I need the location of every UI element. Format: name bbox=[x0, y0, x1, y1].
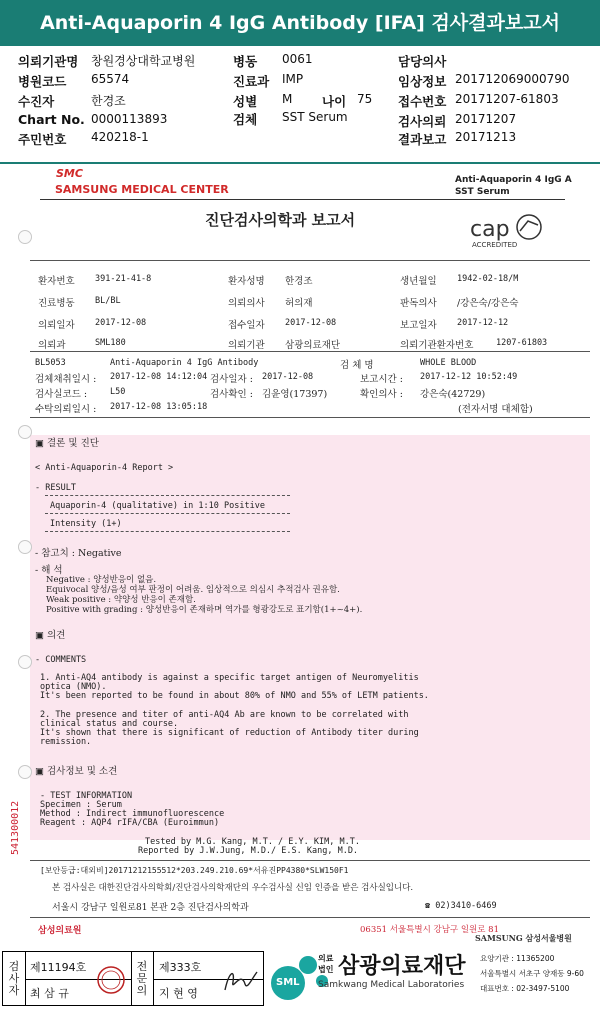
info-value: M bbox=[282, 92, 293, 106]
org-label-2: 법인 bbox=[318, 965, 334, 974]
contact-line: 대표번호 : 02-3497-5100 bbox=[480, 984, 570, 993]
reference-range: - 참고치 : Negative bbox=[35, 548, 122, 559]
smc-logo-mark: SMC bbox=[56, 167, 83, 180]
interp-line: Equivocal 양성/음성 여부 판정이 어려움. 임상적으로 의심시 추적검사 권유함. bbox=[46, 585, 340, 595]
org-name: 삼광의료재단 bbox=[338, 954, 466, 979]
field-value: /강은숙/강은숙 bbox=[457, 298, 519, 309]
info-key: 성별 bbox=[233, 94, 258, 109]
interp-line: Negative : 양성반응이 없음. bbox=[46, 575, 157, 585]
detail-value: 김윤영(17397) bbox=[262, 389, 328, 400]
info-value: IMP bbox=[282, 72, 304, 86]
section-test-info: ▣ 검사정보 및 소견 bbox=[35, 766, 118, 777]
rule bbox=[30, 260, 590, 261]
section-opinion: ▣ 의견 bbox=[35, 630, 66, 641]
specimen-value: WHOLE BLOOD bbox=[420, 358, 477, 368]
comment-line: 2. The presence and titer of anti-AQ4 Ab are known to be correlated with bbox=[40, 710, 409, 720]
org-label-1: 의료 bbox=[318, 954, 334, 963]
examiner-id: 제11194호 bbox=[30, 961, 87, 974]
info-key: 수진자 bbox=[18, 94, 55, 109]
cap-text: cap bbox=[470, 217, 510, 242]
field-key: 의뢰일자 bbox=[38, 320, 75, 331]
info-key: 임상정보 bbox=[398, 74, 447, 89]
field-value: 391-21-41-8 bbox=[95, 274, 152, 284]
field-value: 허의재 bbox=[285, 298, 313, 309]
info-key: 검사의뢰 bbox=[398, 114, 447, 129]
info-value: 창원경상대학교병원 bbox=[91, 54, 196, 68]
punch-hole bbox=[18, 655, 32, 669]
comment-line: 1. Anti-AQ4 antibody is against a specific target antigen of Neuromyelitis bbox=[40, 673, 419, 683]
punch-hole bbox=[18, 425, 32, 439]
detail-key: 검사확인 : bbox=[210, 389, 253, 400]
dashed-rule bbox=[45, 513, 290, 514]
bottom-logo: 삼성의료원 bbox=[38, 926, 82, 936]
rule bbox=[30, 917, 590, 918]
interp-line: Positive with grading : 양성반응이 존재하며 역가를 형광강도로 표기함(1+~4+). bbox=[46, 605, 363, 615]
field-value: 2017-12-08 bbox=[285, 318, 337, 328]
info-value: 0061 bbox=[282, 52, 313, 66]
intensity: Intensity (1+) bbox=[50, 519, 122, 529]
field-value: 삼광의료재단 bbox=[285, 340, 341, 351]
report-heading: < Anti-Aquaporin-4 Report > bbox=[35, 463, 174, 473]
punch-hole bbox=[18, 540, 32, 554]
reported-by: Reported by J.W.Jung, M.D./ E.S. Kang, M.D. bbox=[138, 846, 359, 856]
rule bbox=[30, 860, 590, 861]
field-key: 보고일자 bbox=[400, 320, 437, 331]
punch-hole bbox=[18, 765, 32, 779]
age-key: 나이 bbox=[322, 94, 347, 109]
field-key: 의뢰기관 bbox=[228, 340, 265, 351]
info-key: 결과보고 bbox=[398, 132, 447, 147]
document-title: 진단검사의학과 보고서 bbox=[205, 211, 356, 229]
side-barcode-number: 541300012 bbox=[10, 800, 21, 855]
detail-value: 2017-12-08 bbox=[262, 372, 314, 382]
detail-key: 검사일자 : bbox=[210, 374, 253, 385]
info-key: 진료과 bbox=[233, 74, 270, 89]
info-value: 20171207 bbox=[455, 112, 517, 126]
info-key: 병원코드 bbox=[18, 74, 67, 89]
dashed-rule bbox=[45, 531, 290, 532]
detail-key: 검체채취일시 : bbox=[35, 374, 97, 385]
top-rule bbox=[40, 199, 565, 200]
info-value: 420218-1 bbox=[91, 130, 149, 144]
e-sign-note: (전자서명 대체함) bbox=[458, 404, 533, 415]
info-value: 한경조 bbox=[91, 94, 126, 108]
label-test: Anti-Aquaporin 4 IgG A bbox=[455, 175, 572, 185]
contact-line: 서울특별시 서초구 양재동 9-60 bbox=[480, 969, 584, 978]
info-value: 201712069000790 bbox=[455, 72, 570, 86]
field-value: 한경조 bbox=[285, 276, 313, 287]
detail-value: 2017-12-08 14:12:04 bbox=[110, 372, 208, 382]
info-value: SST Serum bbox=[282, 110, 348, 124]
comment-line: It's been reported to be found in about 80% of NMO and 55% of LETM patients. bbox=[40, 691, 429, 701]
field-value: SML180 bbox=[95, 338, 126, 348]
info-key: 의뢰기관명 bbox=[18, 54, 79, 69]
comment-line: It's shown that there is significant of reduction of Antibody titer during bbox=[40, 728, 419, 738]
cell-divider bbox=[131, 952, 132, 1005]
org-english-name: Samkwang Medical Laboratories bbox=[318, 980, 465, 990]
dashed-rule bbox=[45, 495, 290, 496]
field-key: 생년월일 bbox=[400, 276, 437, 287]
bottom-address: 06351 서울특별시 강남구 일원로 81 bbox=[360, 925, 499, 935]
cap-accredited-logo bbox=[470, 213, 550, 251]
info-value: 65574 bbox=[91, 72, 130, 86]
certified-note: 본 검사실은 대한진단검사의학회/진단검사의학재단의 우수검사실 신임 인증을 받은 검사실입니다. bbox=[52, 883, 414, 893]
test-info-line: Method : Indirect immunofluorescence bbox=[40, 809, 225, 819]
info-value: 0000113893 bbox=[91, 112, 168, 126]
detail-key: 확인의사 : bbox=[360, 389, 403, 400]
test-name: Anti-Aquaporin 4 IgG Antibody bbox=[110, 358, 259, 368]
rule bbox=[30, 417, 590, 418]
comment-line: clinical status and course. bbox=[40, 719, 179, 729]
section-findings: ▣ 결론 및 진단 bbox=[35, 438, 99, 449]
lab-phone: ☎ 02)3410-6469 bbox=[425, 901, 497, 911]
examiner-name: 최 삼 규 bbox=[30, 987, 69, 1000]
samsung-logo: SAMSUNG MEDICAL CENTER bbox=[55, 183, 229, 196]
lab-address: 서울시 강남구 일원로81 본관 2층 진단검사의학과 bbox=[52, 903, 249, 913]
header-divider bbox=[0, 162, 600, 164]
info-key: 주민번호 bbox=[18, 132, 67, 147]
comment-line: optica (NMO). bbox=[40, 682, 107, 692]
patient-info bbox=[0, 46, 600, 164]
field-key: 의뢰과 bbox=[38, 340, 66, 351]
detail-value: 강은숙(42729) bbox=[420, 389, 486, 400]
field-value: 2017-12-08 bbox=[95, 318, 147, 328]
info-key: 검체 bbox=[233, 112, 258, 127]
field-key: 환자성명 bbox=[228, 276, 265, 287]
test-info-line: Reagent : AQP4 rIFA/CBA (Euroimmun) bbox=[40, 818, 220, 828]
samsung-hospital-logo: SAMSUNG 삼성서울병원 bbox=[475, 933, 572, 943]
label-specialist: 전문의 bbox=[136, 960, 148, 997]
specialist-name: 지 현 영 bbox=[159, 987, 198, 1000]
tested-by: Tested by M.G. Kang, M.T. / E.Y. KIM, M.T. bbox=[145, 837, 360, 847]
label-examiner: 검사자 bbox=[8, 960, 20, 997]
info-key: Chart No. bbox=[18, 112, 85, 127]
field-value: 2017-12-12 bbox=[457, 318, 509, 328]
specialist-id: 제333호 bbox=[159, 961, 202, 974]
interpretation-heading: - 해 석 bbox=[35, 565, 63, 576]
label-specimen: SST Serum bbox=[455, 187, 510, 197]
field-key: 접수일자 bbox=[228, 320, 265, 331]
comment-line: remission. bbox=[40, 737, 92, 747]
rule bbox=[30, 351, 590, 352]
signature-box bbox=[2, 951, 264, 1006]
specialist-signature-icon bbox=[221, 962, 261, 998]
field-key: 판독의사 bbox=[400, 298, 437, 309]
report-title: Anti-Aquaporin 4 IgG Antibody [IFA] 검사결과보고서 bbox=[0, 0, 600, 46]
field-value: 1942-02-18/M bbox=[457, 274, 519, 284]
field-key: 환자번호 bbox=[38, 276, 75, 287]
specimen-key: 검 체 명 bbox=[340, 360, 374, 371]
info-key: 접수번호 bbox=[398, 94, 447, 109]
detail-value: 2017-12-12 10:52:49 bbox=[420, 372, 518, 382]
interp-line: Weak positive : 약양성 반응이 존재함. bbox=[46, 595, 196, 605]
detail-value: 2017-12-08 13:05:18 bbox=[110, 402, 208, 412]
test-info-line: Specimen : Serum bbox=[40, 800, 122, 810]
result-heading: - RESULT bbox=[35, 483, 76, 493]
field-key: 의뢰의사 bbox=[228, 298, 265, 309]
detail-key: 수탁의뢰일시 : bbox=[35, 404, 97, 415]
info-key: 병동 bbox=[233, 54, 258, 69]
cap-sub-text: ACCREDITED bbox=[472, 241, 518, 249]
scanned-report bbox=[0, 165, 600, 945]
field-key: 진료병동 bbox=[38, 298, 75, 309]
info-key: 담당의사 bbox=[398, 54, 447, 69]
result-row: Aquaporin-4 (qualitative) in 1:10 Positive bbox=[50, 501, 265, 511]
detail-value: L50 bbox=[110, 387, 126, 397]
punch-hole bbox=[18, 230, 32, 244]
sml-text: SML bbox=[276, 977, 300, 988]
contact-line: 요양기관 : 11365200 bbox=[480, 954, 555, 963]
age-value: 75 bbox=[357, 92, 373, 106]
field-value: 1207-61803 bbox=[496, 338, 548, 348]
footer bbox=[0, 945, 600, 1010]
field-key: 의뢰기관환자번호 bbox=[400, 340, 474, 351]
test-info-line: - TEST INFORMATION bbox=[40, 791, 133, 801]
cap-seal-icon bbox=[514, 213, 544, 241]
info-value: 20171207-61803 bbox=[455, 92, 559, 106]
test-code: BL5053 bbox=[35, 358, 66, 368]
examiner-seal-icon bbox=[95, 958, 127, 1002]
detail-key: 검사실코드 : bbox=[35, 389, 88, 400]
security-line: [보안등급:대외비]20171212155512*203.249.210.69*서유진PP4380*SLW150F1 bbox=[40, 866, 349, 875]
detail-key: 보고시간 : bbox=[360, 374, 403, 385]
field-value: BL/BL bbox=[95, 296, 121, 306]
info-value: 20171213 bbox=[455, 130, 517, 144]
comments-heading: - COMMENTS bbox=[35, 655, 87, 665]
